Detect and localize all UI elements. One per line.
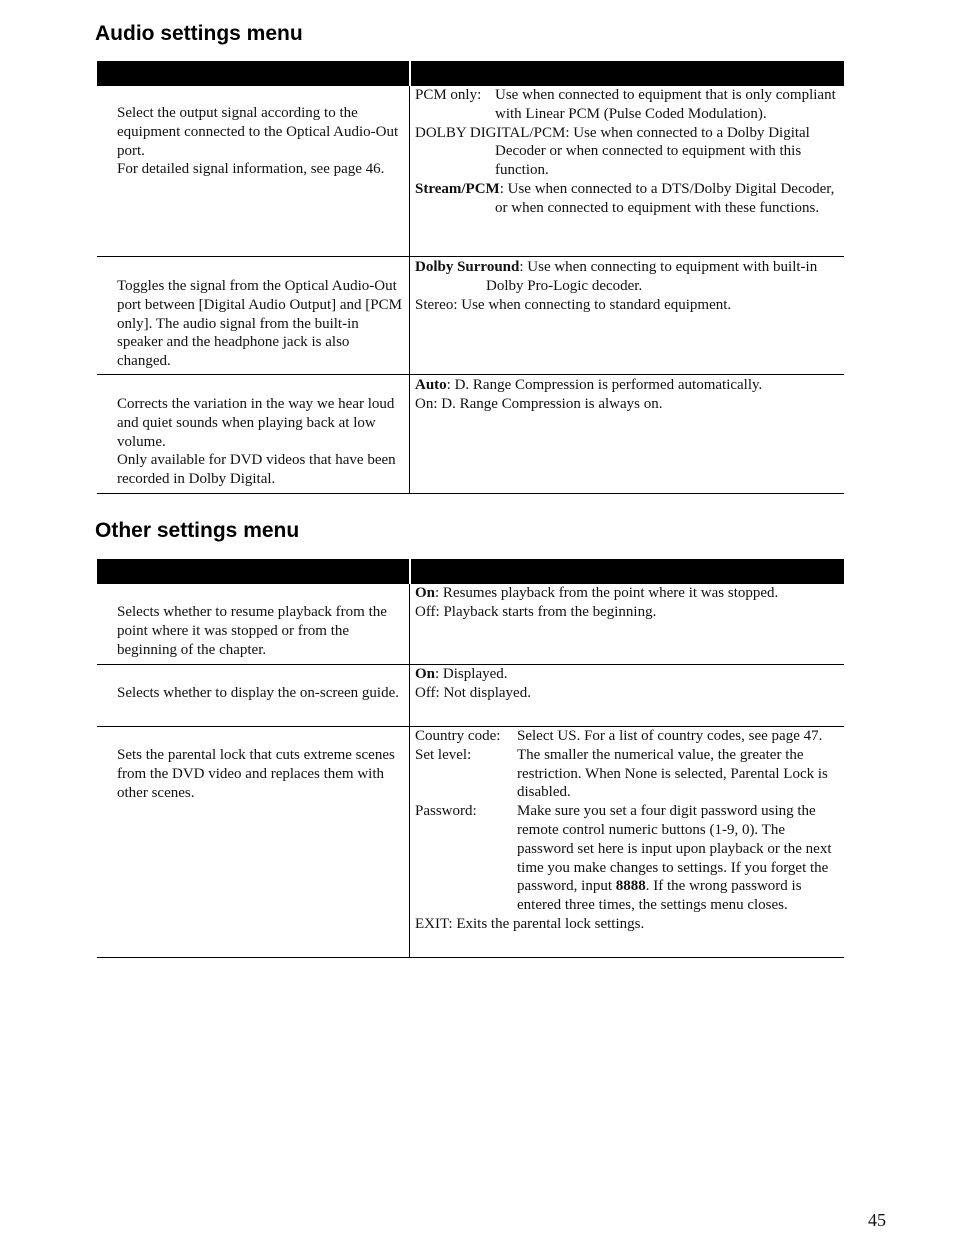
- option-stereo: Stereo: Use when connecting to standard equipment.: [415, 296, 732, 313]
- default-password: 8888: [615, 878, 646, 895]
- table-header: [97, 61, 844, 86]
- password-text: . If the wrong password is entered three times, the settings menu closes.: [517, 878, 802, 914]
- other-settings-table: [97, 559, 844, 958]
- desc-line: For detailed signal information, see page 46.: [117, 161, 385, 178]
- password-text: Make sure you set a four digit password using the remote control numeric buttons (1-9, 0). The password set here is input upon playback or the next time you make changes to settings. If you forget the password, input: [517, 803, 832, 895]
- option-set-level: [415, 746, 840, 802]
- option-on: On: D. Range Compression is always on.: [415, 395, 663, 412]
- option-label: DOLBY DIGITAL/PCM:: [415, 124, 570, 141]
- option-label: PCM only:: [415, 87, 482, 103]
- option-text: : Use when connected to a DTS/Dolby Digital Decoder, or when connected to equipment with these functions.: [495, 180, 835, 216]
- table-row: [97, 584, 844, 665]
- option-label: Password:: [415, 803, 477, 820]
- option-text: : D. Range Compression is performed automatically.: [446, 377, 763, 393]
- option-password: [415, 802, 840, 915]
- option-label: Auto: [415, 377, 447, 393]
- option-label: Country code:: [415, 728, 501, 744]
- row-options: [410, 257, 844, 374]
- header-divider: [409, 559, 411, 584]
- desc-line: Sets the parental lock that cuts extreme scenes from the DVD video and replaces them with other scenes.: [117, 747, 395, 801]
- option-text: Select US. For a list of country codes, see page 47.: [517, 728, 823, 744]
- desc-line: Selects whether to resume playback from the point where it was stopped or from the beginning of the chapter.: [117, 604, 387, 658]
- table-row: [97, 665, 844, 727]
- option-stream-pcm: [415, 180, 840, 218]
- option-text: : Use when connecting to equipment with built-in Dolby Pro-Logic decoder.: [486, 259, 818, 294]
- desc-line: Corrects the variation in the way we hear loud and quiet sounds when playing back at low volume.: [117, 396, 395, 450]
- option-label: Dolby Surround: [415, 259, 520, 275]
- option-pcm-only: [415, 86, 840, 124]
- table-row: [97, 257, 844, 375]
- option-label: Stream/PCM: [415, 180, 500, 197]
- option-text: [517, 802, 840, 915]
- option-text: : Displayed.: [435, 666, 508, 682]
- row-description: [97, 375, 410, 493]
- row-options: [410, 584, 844, 664]
- option-country-code: [415, 727, 840, 746]
- option-exit: EXIT: Exits the parental lock settings.: [415, 915, 645, 932]
- table-row: [97, 727, 844, 958]
- table-header: [97, 559, 844, 584]
- option-auto: [415, 376, 840, 395]
- row-options: [410, 727, 844, 957]
- option-off: Off: Playback starts from the beginning.: [415, 603, 657, 620]
- option-text: Use when connected to equipment that is only compliant with Linear PCM (Pulse Coded Modulation).: [495, 87, 836, 122]
- row-description: [97, 86, 410, 256]
- option-dolby-digital: [415, 124, 840, 180]
- desc-line: Toggles the signal from the Optical Audio-Out port between [Digital Audio Output] and [PCM only]. The audio signal from the built-in speaker and the headphone jack is also changed.: [117, 278, 402, 370]
- option-label: On: [415, 666, 436, 682]
- option-on: [415, 584, 840, 603]
- row-description: [97, 665, 410, 726]
- option-off: Off: Not displayed.: [415, 684, 531, 701]
- row-options: [410, 86, 844, 256]
- table-row: [97, 375, 844, 494]
- option-dolby-surround: [415, 258, 840, 296]
- other-settings-title: Other settings menu: [95, 519, 300, 542]
- option-on: [415, 665, 840, 684]
- header-divider: [409, 61, 411, 86]
- page-number: 45: [868, 1210, 886, 1230]
- option-label: Set level:: [415, 746, 472, 763]
- option-text: : Resumes playback from the point where it was stopped.: [435, 585, 779, 601]
- desc-line: Selects whether to display the on-screen guide.: [117, 685, 399, 701]
- table-row: [97, 86, 844, 257]
- option-text: Use when connected to a Dolby Digital Decoder or when connected to equipment with this function.: [495, 124, 810, 179]
- row-options: [410, 665, 844, 726]
- option-label: On: [415, 585, 436, 601]
- row-options: [410, 375, 844, 493]
- row-description: [97, 584, 410, 664]
- row-description: [97, 257, 410, 374]
- desc-line: Only available for DVD videos that have been recorded in Dolby Digital.: [117, 452, 396, 488]
- audio-settings-table: [97, 61, 844, 494]
- desc-line: Select the output signal according to the equipment connected to the Optical Audio-Out port.: [117, 105, 399, 159]
- row-description: [97, 727, 410, 957]
- audio-settings-title: Audio settings menu: [95, 22, 303, 45]
- option-text: The smaller the numerical value, the greater the restriction. When None is selected, Parental Lock is disabled.: [517, 746, 828, 801]
